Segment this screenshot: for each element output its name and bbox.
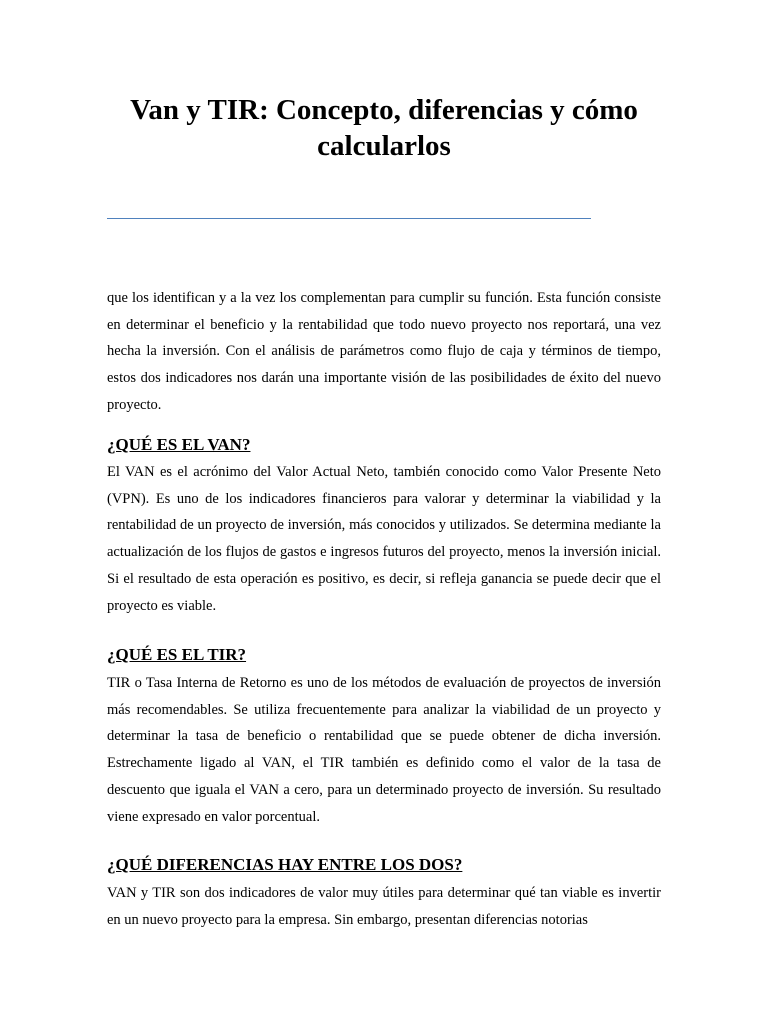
intro-paragraph: que los identifican y a la vez los complementan para cumplir su función. Esta función consiste en determinar el beneficio y la rentabilidad que todo nuevo proyecto nos reportará, una vez hecha la inversión. Con el análisis de parámetros como flujo de caja y términos de tiempo, estos dos indicadores nos darán una importante visión de las posibilidades de éxito del nuevo proyecto. xyxy=(107,290,661,413)
section-paragraph-van: El VAN es el acrónimo del Valor Actual Neto, también conocido como Valor Presente Neto (VPN). Es uno de los indicadores financieros para valorar y determinar la viabilidad y la rentabilidad de un proyecto de inversión, más conocidos y utilizados. Se determina mediante la actualización de los flujos de gastos e ingresos futuros del proyecto, menos la inversión inicial. Si el resultado de esta operación es positivo, es decir, si refleja ganancia se puede decir que el proyecto es viable. xyxy=(107,464,661,614)
section-paragraph-tir: TIR o Tasa Interna de Retorno es uno de los métodos de evaluación de proyectos de inversión más recomendables. Se utiliza frecuentemente para analizar la viabilidad de un proyecto y determinar la tasa de beneficio o rentabilidad que se puede obtener de dicha inversión. Estrechamente ligado al VAN, el TIR también es definido como el valor de la tasa de descuento que iguala el VAN a cero, para un determinado proyecto de inversión. Su resultado viene expresado en valor porcentual. xyxy=(107,675,661,825)
title-divider xyxy=(107,218,591,219)
section-heading-tir: ¿QUÉ ES EL TIR? xyxy=(107,645,247,664)
section-heading-van: ¿QUÉ ES EL VAN? xyxy=(107,435,251,454)
document-title: Van y TIR: Concepto, diferencias y cómo calcularlos xyxy=(130,94,638,162)
section-paragraph-differences: VAN y TIR son dos indicadores de valor muy útiles para determinar qué tan viable es invertir en un nuevo proyecto para la empresa. Sin embargo, presentan diferencias notorias xyxy=(107,885,661,928)
section-heading-differences: ¿QUÉ DIFERENCIAS HAY ENTRE LOS DOS? xyxy=(107,855,463,874)
